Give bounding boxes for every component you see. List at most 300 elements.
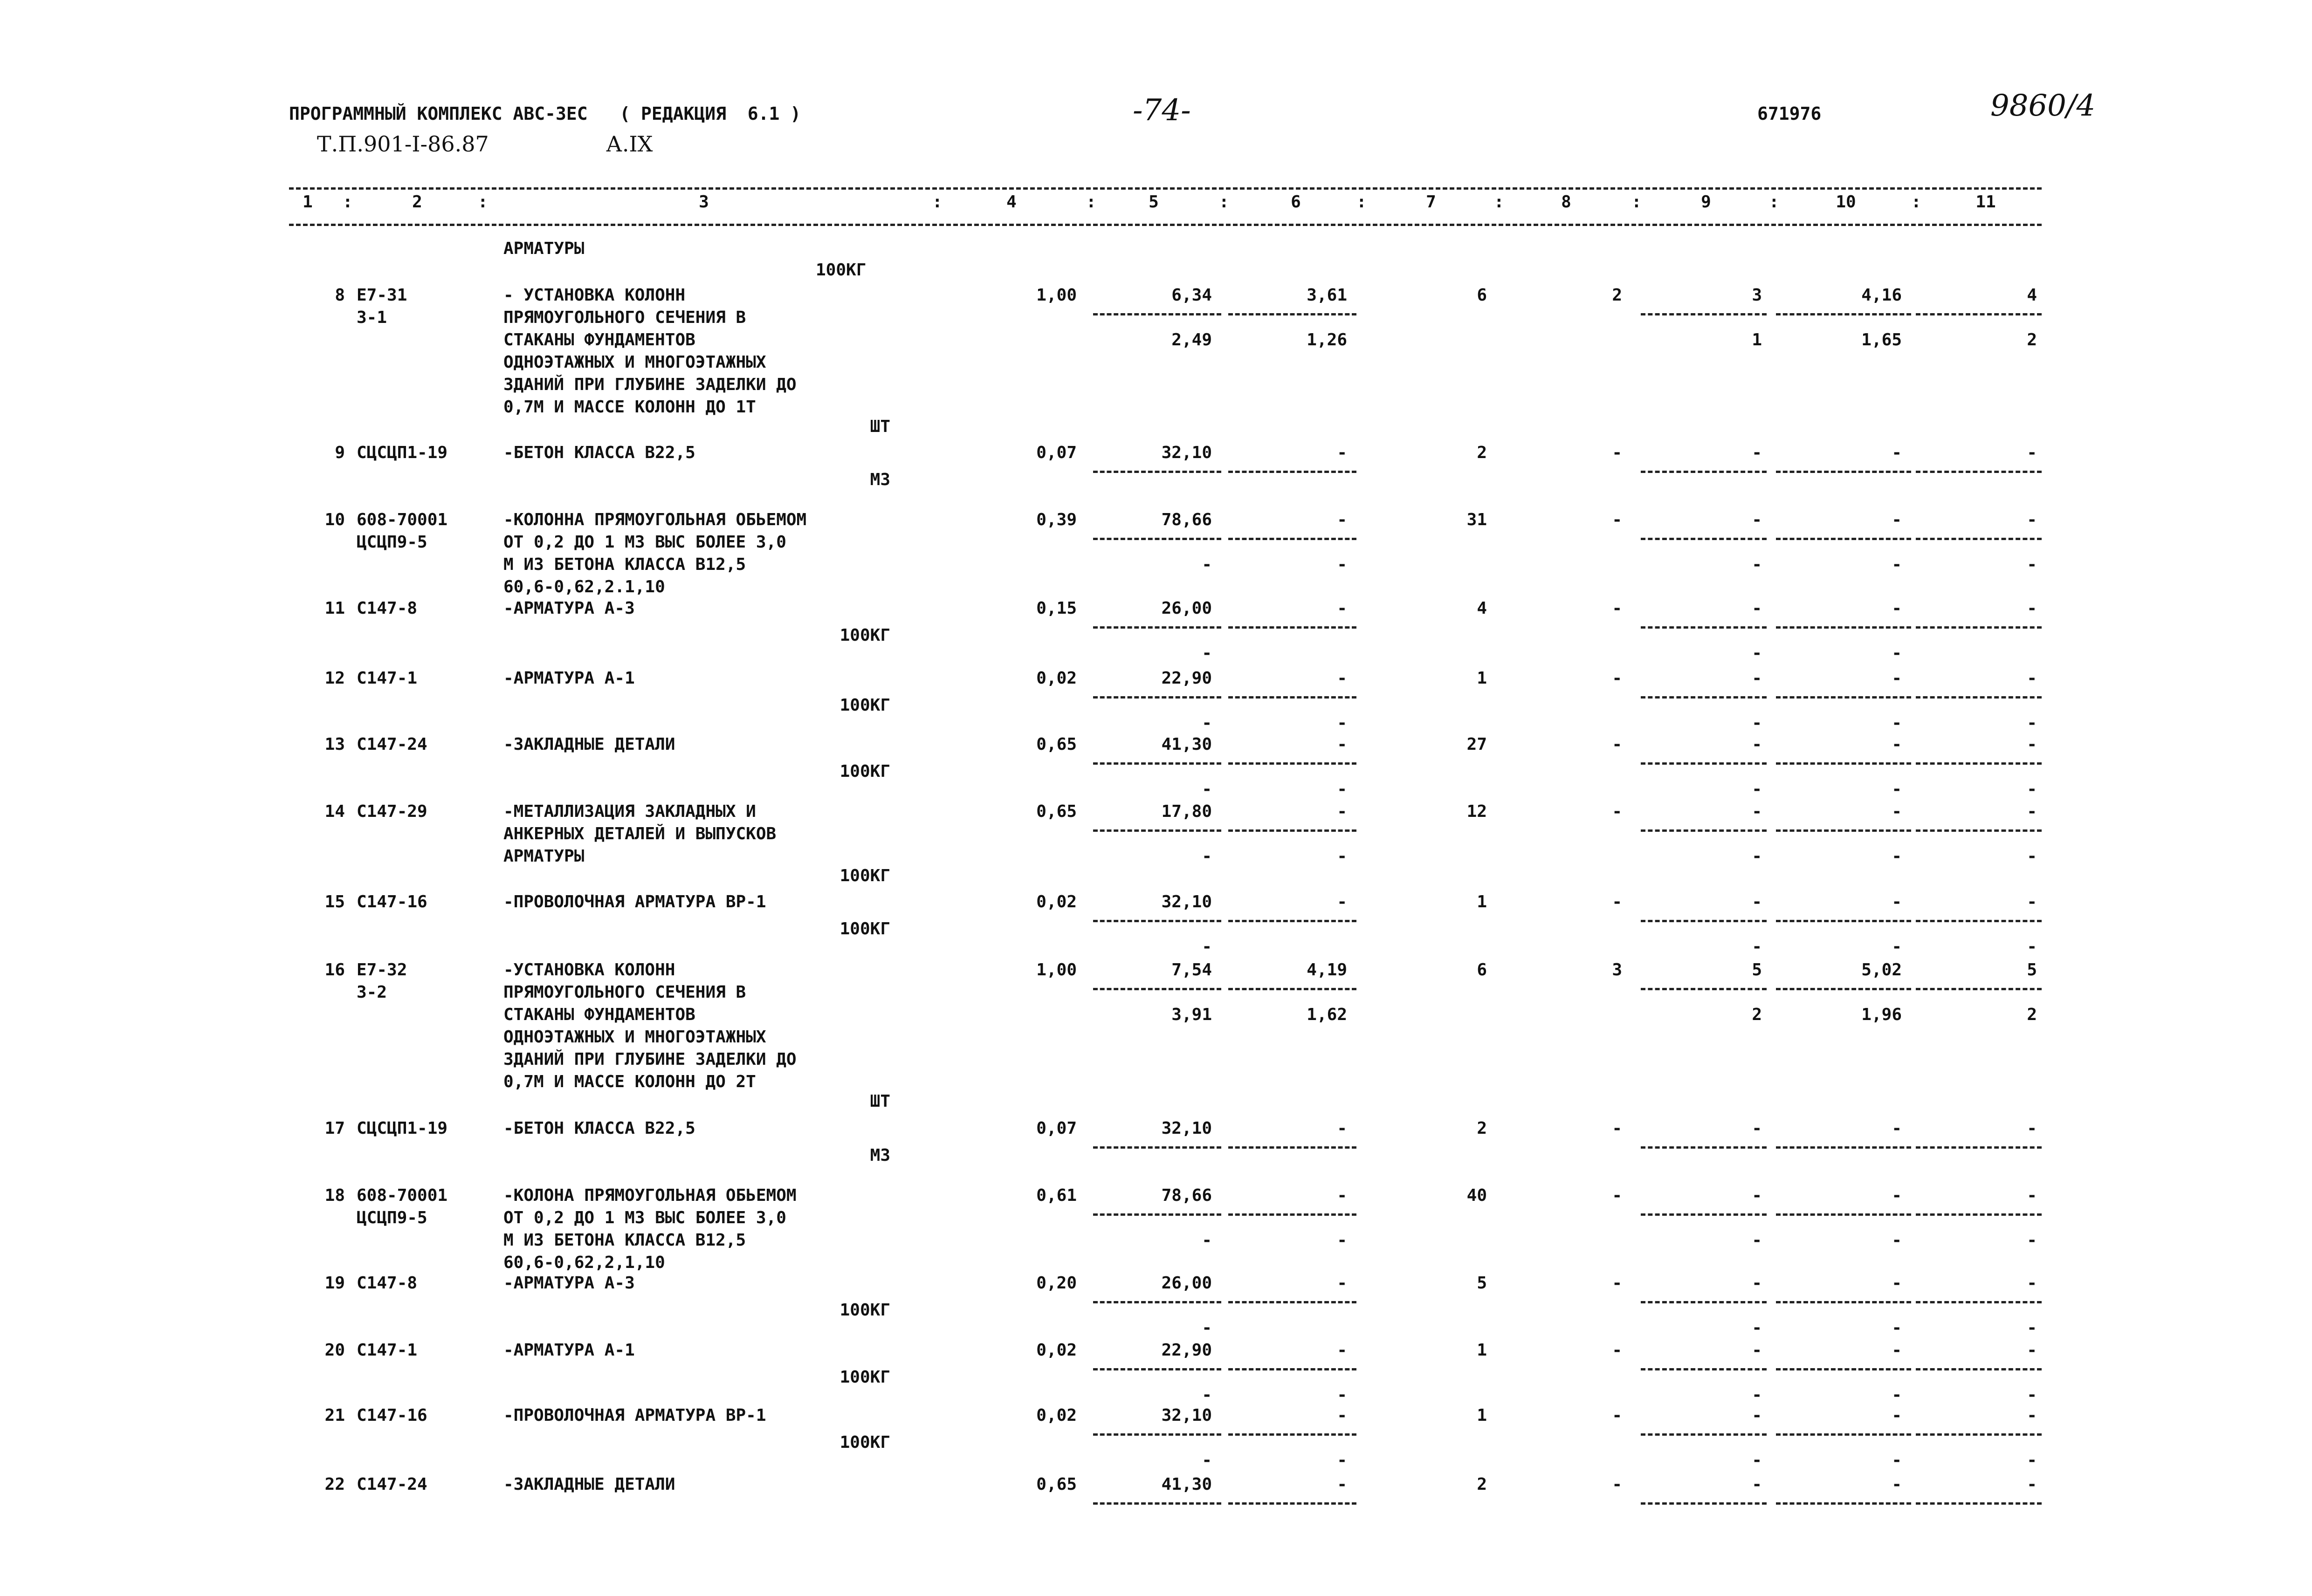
work-description: СТАКАНЫ ФУНДАМЕНТОВ <box>503 330 695 349</box>
cost-value-c5-lower: 2,49 <box>1171 330 1212 349</box>
cost-value-c9: - <box>1752 1341 1762 1360</box>
cell-divider-line <box>1641 920 1767 922</box>
cost-value-c10-lower: - <box>1892 555 1902 574</box>
cost-value-c5-lower: - <box>1202 1231 1212 1250</box>
column-separator: : <box>1086 192 1096 212</box>
cell-divider-line <box>1641 1502 1767 1505</box>
labor-value: 4 <box>1477 599 1487 618</box>
labor-value: 6 <box>1477 286 1487 305</box>
page-number: -74- <box>1133 93 1191 128</box>
cost-value-c10-lower: - <box>1892 1231 1902 1250</box>
cost-value-c10: - <box>1892 669 1902 688</box>
unit-of-measure: ШТ <box>870 417 890 436</box>
cost-value-c6: - <box>1337 599 1347 618</box>
cost-value-c5-lower: - <box>1202 1451 1212 1470</box>
unit-of-measure: 100КГ <box>839 1368 890 1387</box>
cost-value-c10: - <box>1892 892 1902 911</box>
column-separator: : <box>1219 192 1229 212</box>
work-description: ОДНОЭТАЖНЫХ И МНОГОЭТАЖНЫХ <box>503 353 766 372</box>
labor-value: 2 <box>1477 443 1487 462</box>
cost-value-c11: - <box>2027 599 2037 618</box>
work-description: ОТ 0,2 ДО 1 М3 ВЫС БОЛЕЕ 3,0 <box>503 533 786 552</box>
table-header-rule <box>289 224 2042 226</box>
cell-divider-line <box>1228 920 1356 922</box>
row-number: 11 <box>324 599 345 618</box>
cell-divider-line <box>1228 313 1356 315</box>
resource-code: ЦСЦП9-5 <box>357 533 427 552</box>
cost-value-c6-lower: - <box>1337 555 1347 574</box>
work-description: ПРЯМОУГОЛЬНОГО СЕЧЕНИЯ В <box>503 983 746 1002</box>
cost-value-c9-lower: - <box>1752 1385 1762 1404</box>
cost-value-c11: - <box>2027 1119 2037 1138</box>
cost-value-c9: 3 <box>1752 286 1762 305</box>
resource-code: С147-24 <box>357 735 427 754</box>
cost-value-c9: - <box>1752 443 1762 462</box>
machine-value: - <box>1612 510 1622 529</box>
machine-value: - <box>1612 892 1622 911</box>
cell-divider-line <box>1228 1368 1356 1370</box>
machine-value: - <box>1612 735 1622 754</box>
cost-value-c10: - <box>1892 1119 1902 1138</box>
cost-value-c5: 7,54 <box>1171 960 1212 980</box>
cell-divider-line <box>1776 1502 1911 1505</box>
cell-divider-line <box>1916 1146 2042 1149</box>
cost-value-c9: - <box>1752 802 1762 821</box>
cost-value-c11-lower: - <box>2027 1451 2037 1470</box>
resource-code: ЦСЦП9-5 <box>357 1208 427 1227</box>
labor-value: 2 <box>1477 1119 1487 1138</box>
unit-of-measure: 100КГ <box>839 1433 890 1452</box>
quantity: 1,00 <box>1036 960 1077 980</box>
work-description: ЗДАНИЙ ПРИ ГЛУБИНЕ ЗАДЕЛКИ ДО <box>503 1050 797 1069</box>
cost-value-c10: - <box>1892 510 1902 529</box>
cost-value-c9: - <box>1752 892 1762 911</box>
work-description: -БЕТОН КЛАССА В22,5 <box>503 443 695 462</box>
quantity: 0,65 <box>1036 802 1077 821</box>
cell-divider-line <box>1776 471 1911 473</box>
labor-value: 2 <box>1477 1475 1487 1494</box>
cost-value-c9-lower: - <box>1752 847 1762 866</box>
cell-divider-line <box>1093 1368 1221 1370</box>
row-number: 8 <box>335 286 345 305</box>
cell-divider-line <box>1916 471 2042 473</box>
cost-value-c10: - <box>1892 1341 1902 1360</box>
work-description: -АРМАТУРА А-3 <box>503 599 635 618</box>
cell-divider-line <box>1228 829 1356 832</box>
row-number: 21 <box>324 1406 345 1425</box>
inventory-number: 9860/4 <box>1990 89 2096 123</box>
cell-divider-line <box>1641 313 1767 315</box>
cost-value-c9: - <box>1752 1186 1762 1205</box>
cost-value-c10: 5,02 <box>1861 960 1902 980</box>
unit-of-measure: 100КГ <box>839 762 890 781</box>
machine-value: - <box>1612 1119 1622 1138</box>
cost-value-c11-lower: - <box>2027 937 2037 956</box>
cell-divider-line <box>1641 1433 1767 1436</box>
cost-value-c10: - <box>1892 443 1902 462</box>
work-description: М ИЗ БЕТОНА КЛАССА В12,5 <box>503 555 746 574</box>
row-number: 17 <box>324 1119 345 1138</box>
cost-value-c9-lower: - <box>1752 1318 1762 1337</box>
cell-divider-line <box>1228 626 1356 629</box>
quantity: 0,65 <box>1036 735 1077 754</box>
cost-value-c11: - <box>2027 1341 2037 1360</box>
cost-value-c11: 5 <box>2027 960 2037 980</box>
cost-value-c11-lower: - <box>2027 1318 2037 1337</box>
row-number: 20 <box>324 1341 345 1360</box>
cost-value-c5: 22,90 <box>1161 669 1212 688</box>
resource-code: С147-24 <box>357 1475 427 1494</box>
quantity: 0,61 <box>1036 1186 1077 1205</box>
cell-divider-line <box>1776 920 1911 922</box>
column-number: 4 <box>1006 192 1017 212</box>
quantity: 0,15 <box>1036 599 1077 618</box>
quantity: 0,20 <box>1036 1274 1077 1293</box>
labor-value: 1 <box>1477 1341 1487 1360</box>
column-number: 10 <box>1836 192 1856 212</box>
cost-value-c11-lower: - <box>2027 713 2037 733</box>
cost-value-c9-lower: 1 <box>1752 330 1762 349</box>
quantity: 0,39 <box>1036 510 1077 529</box>
work-description: -КОЛОННА ПРЯМОУГОЛЬНАЯ ОБЬЕМОМ <box>503 510 807 529</box>
unit-of-measure: 100КГ <box>839 919 890 938</box>
cost-value-c11-lower: - <box>2027 847 2037 866</box>
row-number: 10 <box>324 510 345 529</box>
cost-value-c5: 17,80 <box>1161 802 1212 821</box>
resource-code: 608-70001 <box>357 510 448 529</box>
cost-value-c6: 4,19 <box>1307 960 1347 980</box>
machine-value: - <box>1612 1475 1622 1494</box>
work-description: ЗДАНИЙ ПРИ ГЛУБИНЕ ЗАДЕЛКИ ДО <box>503 375 797 394</box>
column-number: 5 <box>1149 192 1159 212</box>
unit-of-measure: 100КГ <box>839 1301 890 1320</box>
resource-code: С147-1 <box>357 1341 418 1360</box>
column-separator: : <box>1769 192 1779 212</box>
cost-value-c10: - <box>1892 735 1902 754</box>
cost-value-c9-lower: - <box>1752 1231 1762 1250</box>
cell-divider-line <box>1228 988 1356 990</box>
cell-divider-line <box>1641 1368 1767 1370</box>
cell-divider-line <box>1228 1502 1356 1505</box>
cell-divider-line <box>1228 1146 1356 1149</box>
unit-of-measure: М3 <box>870 470 890 489</box>
cell-divider-line <box>1641 829 1767 832</box>
cost-value-c6-lower: - <box>1337 847 1347 866</box>
cost-value-c10-lower: - <box>1892 1318 1902 1337</box>
cost-value-c6-lower: - <box>1337 780 1347 799</box>
cell-divider-line <box>1228 1301 1356 1303</box>
cost-value-c10: - <box>1892 599 1902 618</box>
cost-value-c5-lower: - <box>1202 780 1212 799</box>
project-number: Т.П.901-I-86.87 <box>317 131 489 157</box>
work-description: -АРМАТУРА А-1 <box>503 669 635 688</box>
cell-divider-line <box>1641 762 1767 765</box>
work-description: 60,6-0,62,2,1,10 <box>503 1253 665 1272</box>
cell-divider-line <box>1228 762 1356 765</box>
column-number: 8 <box>1561 192 1571 212</box>
cell-divider-line <box>1776 988 1911 990</box>
cell-divider-line <box>1916 1502 2042 1505</box>
cost-value-c11-lower: - <box>2027 555 2037 574</box>
cell-divider-line <box>1916 762 2042 765</box>
cost-value-c6: - <box>1337 443 1347 462</box>
cost-value-c10: - <box>1892 802 1902 821</box>
cost-value-c5: 32,10 <box>1161 443 1212 462</box>
cost-value-c10-lower: - <box>1892 713 1902 733</box>
cell-divider-line <box>1641 471 1767 473</box>
quantity: 0,07 <box>1036 443 1077 462</box>
cost-value-c6-lower: - <box>1337 1451 1347 1470</box>
work-description: -ЗАКЛАДНЫЕ ДЕТАЛИ <box>503 1475 675 1494</box>
cell-divider-line <box>1093 829 1221 832</box>
cost-value-c9-lower: - <box>1752 937 1762 956</box>
resource-code: С147-29 <box>357 802 427 821</box>
column-number: 1 <box>303 192 313 212</box>
resource-code: С147-16 <box>357 1406 427 1425</box>
cost-value-c9: - <box>1752 669 1762 688</box>
quantity: 0,02 <box>1036 1406 1077 1425</box>
machine-value: - <box>1612 443 1622 462</box>
cost-value-c6: - <box>1337 510 1347 529</box>
cell-divider-line <box>1776 1213 1911 1216</box>
work-description: АНКЕРНЫХ ДЕТАЛЕЙ И ВЫПУСКОВ <box>503 824 777 843</box>
cost-value-c5-lower: - <box>1202 713 1212 733</box>
column-number: 11 <box>1975 192 1996 212</box>
cell-divider-line <box>1776 829 1911 832</box>
cost-value-c10: - <box>1892 1475 1902 1494</box>
machine-value: - <box>1612 669 1622 688</box>
cell-divider-line <box>1228 538 1356 540</box>
cell-divider-line <box>1916 1213 2042 1216</box>
cost-value-c5: 6,34 <box>1171 286 1212 305</box>
resource-code: С147-8 <box>357 599 418 618</box>
cost-value-c9-lower: - <box>1752 713 1762 733</box>
cost-value-c6: - <box>1337 802 1347 821</box>
quantity: 0,02 <box>1036 1341 1077 1360</box>
column-separator: : <box>343 192 353 212</box>
cost-value-c6-lower: - <box>1337 1385 1347 1404</box>
machine-value: - <box>1612 1186 1622 1205</box>
unit-of-measure: 100КГ <box>839 866 890 885</box>
cost-value-c10-lower: 1,96 <box>1861 1005 1902 1024</box>
cost-value-c11: - <box>2027 1475 2037 1494</box>
resource-code: 3-1 <box>357 308 387 327</box>
cost-value-c5-lower: - <box>1202 1318 1212 1337</box>
cost-value-c5: 41,30 <box>1161 1475 1212 1494</box>
album-number: А.IX <box>606 131 653 157</box>
cell-divider-line <box>1916 1368 2042 1370</box>
cell-divider-line <box>1641 1146 1767 1149</box>
cell-divider-line <box>1776 1146 1911 1149</box>
cell-divider-line <box>1916 626 2042 629</box>
cost-value-c6-lower: - <box>1337 1231 1347 1250</box>
cost-value-c11-lower: - <box>2027 780 2037 799</box>
column-separator: : <box>1911 192 1921 212</box>
cost-value-c11-lower: 2 <box>2027 330 2037 349</box>
cost-value-c9-lower: - <box>1752 555 1762 574</box>
cost-value-c9: - <box>1752 735 1762 754</box>
cell-divider-line <box>1641 1301 1767 1303</box>
cell-divider-line <box>1916 988 2042 990</box>
cost-value-c11: - <box>2027 1186 2037 1205</box>
work-description: 0,7М И МАССЕ КОЛОНН ДО 1Т <box>503 397 756 417</box>
column-number: 7 <box>1426 192 1436 212</box>
quantity: 0,07 <box>1036 1119 1077 1138</box>
resource-code: Е7-32 <box>357 960 407 980</box>
cost-value-c11: - <box>2027 443 2037 462</box>
resource-code: 3-2 <box>357 983 387 1002</box>
cell-divider-line <box>1776 1368 1911 1370</box>
cell-divider-line <box>1228 1433 1356 1436</box>
cost-value-c5-lower: - <box>1202 847 1212 866</box>
cost-value-c10: - <box>1892 1186 1902 1205</box>
cost-value-c10: - <box>1892 1274 1902 1293</box>
cost-value-c5-lower: - <box>1202 1385 1212 1404</box>
cell-divider-line <box>1641 1213 1767 1216</box>
labor-value: 31 <box>1466 510 1487 529</box>
cost-value-c9: - <box>1752 1406 1762 1425</box>
work-description: -ПРОВОЛОЧНАЯ АРМАТУРА ВР-1 <box>503 892 766 911</box>
work-description: - УСТАНОВКА КОЛОНН <box>503 286 686 305</box>
cell-divider-line <box>1228 471 1356 473</box>
cell-divider-line <box>1093 626 1221 629</box>
column-number: 2 <box>412 192 422 212</box>
resource-code: 608-70001 <box>357 1186 448 1205</box>
cell-divider-line <box>1641 988 1767 990</box>
cost-value-c11: - <box>2027 892 2037 911</box>
cost-value-c5: 32,10 <box>1161 892 1212 911</box>
cost-value-c11-lower: - <box>2027 1385 2037 1404</box>
cost-value-c10-lower: - <box>1892 847 1902 866</box>
work-description: -УСТАНОВКА КОЛОНН <box>503 960 675 980</box>
cell-divider-line <box>1776 762 1911 765</box>
cost-value-c10: - <box>1892 1406 1902 1425</box>
unit-of-measure: М3 <box>870 1146 890 1165</box>
cell-divider-line <box>1093 1146 1221 1149</box>
cost-value-c9: - <box>1752 1475 1762 1494</box>
cell-divider-line <box>1776 626 1911 629</box>
cost-value-c9-lower: - <box>1752 1451 1762 1470</box>
column-number: 6 <box>1291 192 1301 212</box>
carryover-text: АРМАТУРЫ <box>503 239 585 258</box>
cell-divider-line <box>1093 1502 1221 1505</box>
cost-value-c9-lower: - <box>1752 644 1762 663</box>
cost-value-c11: 4 <box>2027 286 2037 305</box>
machine-value: - <box>1612 1274 1622 1293</box>
labor-value: 12 <box>1466 802 1487 821</box>
machine-value: - <box>1612 1341 1622 1360</box>
cell-divider-line <box>1776 1433 1911 1436</box>
cost-value-c9: - <box>1752 599 1762 618</box>
cost-value-c5: 78,66 <box>1161 510 1212 529</box>
cost-value-c10-lower: - <box>1892 937 1902 956</box>
work-description: -ПРОВОЛОЧНАЯ АРМАТУРА ВР-1 <box>503 1406 766 1425</box>
row-number: 14 <box>324 802 345 821</box>
cost-value-c9: - <box>1752 1119 1762 1138</box>
cost-value-c11: - <box>2027 1274 2037 1293</box>
resource-code: СЦСЦП1-19 <box>357 1119 448 1138</box>
cell-divider-line <box>1916 829 2042 832</box>
column-separator: : <box>478 192 488 212</box>
cost-value-c6: - <box>1337 735 1347 754</box>
cost-value-c6: - <box>1337 1341 1347 1360</box>
table-top-rule <box>289 187 2042 190</box>
machine-value: - <box>1612 599 1622 618</box>
cost-value-c11-lower: 2 <box>2027 1005 2037 1024</box>
cost-value-c11-lower: - <box>2027 1231 2037 1250</box>
resource-code: С147-1 <box>357 669 418 688</box>
work-description: М ИЗ БЕТОНА КЛАССА В12,5 <box>503 1231 746 1250</box>
column-separator: : <box>932 192 943 212</box>
cost-value-c6: - <box>1337 1274 1347 1293</box>
row-number: 16 <box>324 960 345 980</box>
cost-value-c9: 5 <box>1752 960 1762 980</box>
cost-value-c9: - <box>1752 510 1762 529</box>
labor-value: 1 <box>1477 892 1487 911</box>
work-description: ОДНОЭТАЖНЫХ И МНОГОЭТАЖНЫХ <box>503 1027 766 1047</box>
machine-value: - <box>1612 1406 1622 1425</box>
cost-value-c10-lower: - <box>1892 780 1902 799</box>
cell-divider-line <box>1093 1301 1221 1303</box>
cost-value-c5: 22,90 <box>1161 1341 1212 1360</box>
row-number: 13 <box>324 735 345 754</box>
cost-value-c10-lower: - <box>1892 644 1902 663</box>
cost-value-c10-lower: 1,65 <box>1861 330 1902 349</box>
cell-divider-line <box>1916 1433 2042 1436</box>
cost-value-c9-lower: 2 <box>1752 1005 1762 1024</box>
cell-divider-line <box>1228 1213 1356 1216</box>
work-description: 60,6-0,62,2.1,10 <box>503 577 665 596</box>
quantity: 0,02 <box>1036 892 1077 911</box>
program-title: ПРОГРАММНЫЙ КОМПЛЕКС АВС-ЗЕС ( РЕДАКЦИЯ 6.1 ) <box>289 103 801 124</box>
machine-value: 3 <box>1612 960 1622 980</box>
cell-divider-line <box>1916 313 2042 315</box>
carryover-unit: 100КГ <box>816 260 867 280</box>
work-description: -БЕТОН КЛАССА В22,5 <box>503 1119 695 1138</box>
labor-value: 27 <box>1466 735 1487 754</box>
cell-divider-line <box>1776 313 1911 315</box>
row-number: 22 <box>324 1475 345 1494</box>
cell-divider-line <box>1916 920 2042 922</box>
cell-divider-line <box>1093 471 1221 473</box>
cost-value-c6-lower: 1,62 <box>1307 1005 1347 1024</box>
cost-value-c5-lower: - <box>1202 644 1212 663</box>
work-description: ПРЯМОУГОЛЬНОГО СЕЧЕНИЯ В <box>503 308 746 327</box>
work-description: -АРМАТУРА А-1 <box>503 1341 635 1360</box>
row-number: 19 <box>324 1274 345 1293</box>
cost-value-c5: 26,00 <box>1161 1274 1212 1293</box>
cell-divider-line <box>1228 696 1356 699</box>
resource-code: С147-8 <box>357 1274 418 1293</box>
cost-value-c10-lower: - <box>1892 1451 1902 1470</box>
cell-divider-line <box>1093 538 1221 540</box>
cost-value-c6: 3,61 <box>1307 286 1347 305</box>
cost-value-c6: - <box>1337 1186 1347 1205</box>
cost-value-c6: - <box>1337 1475 1347 1494</box>
cell-divider-line <box>1916 538 2042 540</box>
quantity: 0,65 <box>1036 1475 1077 1494</box>
cost-value-c6-lower: 1,26 <box>1307 330 1347 349</box>
labor-value: 1 <box>1477 669 1487 688</box>
quantity: 1,00 <box>1036 286 1077 305</box>
cell-divider-line <box>1641 696 1767 699</box>
cost-value-c5: 26,00 <box>1161 599 1212 618</box>
work-description: -АРМАТУРА А-3 <box>503 1274 635 1293</box>
row-number: 12 <box>324 669 345 688</box>
unit-of-measure: ШТ <box>870 1092 890 1111</box>
unit-of-measure: 100КГ <box>839 626 890 645</box>
cost-value-c5: 78,66 <box>1161 1186 1212 1205</box>
